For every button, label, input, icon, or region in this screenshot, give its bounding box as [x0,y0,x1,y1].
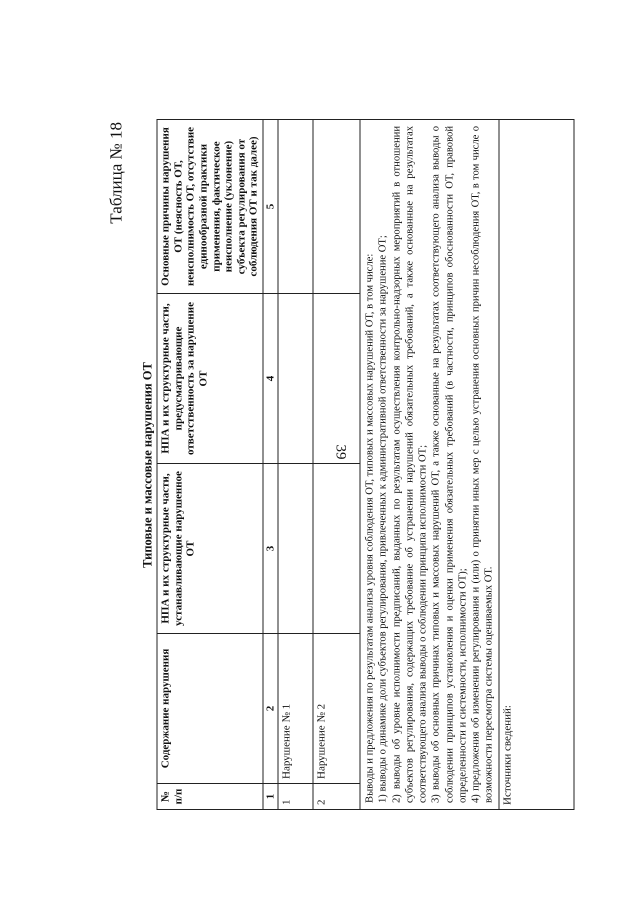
table-label: Таблица № 18 [106,122,126,224]
table-row [313,120,360,810]
header-row [157,120,263,810]
sources-cell: Источники сведений: [499,120,574,810]
col-number: 4 [263,294,278,464]
conclusion-item: 4) предложения об изменении регулирования и (или) о принятии иных мер с целью устранения основных причин несоблюдения ОТ, в том числе о возможности пересмотра системы оцениваемых ОТ. [470,126,495,803]
conclusion-item: 2) выводы об уровне исполнимости предписаний, выданных по результатам осуществления контрольно-надзорных мероприятий в отношении субъектов регулирования, содержащих требование об устранении нарушений обязательных требований, а также основанные на результатах соответствующего анализа выводы о соблюдении принципа исполнимости ОТ; [391,126,429,803]
row-cell [313,464,360,634]
col-number: 1 [263,784,278,810]
col-number: 3 [263,464,278,634]
col-header-npa-liability: НПА и их структурные части, предусматривающие ответственность за нарушение ОТ [157,294,263,464]
col-header-npa-requirement: НПА и их структурные части, устанавливающие нарушенное ОТ [157,464,263,634]
violations-table [157,119,575,810]
row-num: 1 [278,784,313,810]
conclusion-item: 3) выводы об основных причинах типовых и массовых нарушений ОТ, а также основанные на результатах соответствующего анализа выводы о соблюдении принципов установления и оценки применения обязательных требований (в частности, принципов обоснованности ОТ, правовой определенности и системности, исполнимости ОТ); [430,126,469,803]
table-row [278,120,313,810]
row-cell [313,120,360,294]
row-content: Нарушение № 1 [278,634,313,784]
row-num: 2 [313,784,360,810]
conclusions-intro: Выводы и предложения по результатам анализа уровня соблюдения ОТ, типовых и массовых нарушений ОТ, в том числе: [364,253,376,803]
sources-row [499,120,574,810]
col-header-num: № п/п [157,784,263,810]
row-cell [278,294,313,464]
col-header-causes: Основные причины нарушения ОТ (неясность ОТ, неисполнимость ОТ, отсутствие единообразной практики применения, фактическое неисполнение (уклонение) субъекта регулирования от соблюдения ОТ и так далее) [157,120,263,294]
conclusions-cell [360,120,499,810]
col-number: 2 [263,634,278,784]
row-content: Нарушение № 2 [313,634,360,784]
rotated-table-block [106,120,558,810]
row-cell [313,294,360,464]
conclusion-item: 1) выводы о динамике доли субъектов регулирования, привлеченных к административной ответственности за нарушение ОТ; [377,235,389,803]
row-cell [278,464,313,634]
col-header-content: Содержание нарушения [157,634,263,784]
column-number-row [263,120,278,810]
page-number: 39 [332,444,349,460]
row-cell [278,120,313,294]
table-heading: Типовые и массовые нарушения ОТ [140,362,155,568]
col-number: 5 [263,120,278,294]
conclusions-row [360,120,499,810]
